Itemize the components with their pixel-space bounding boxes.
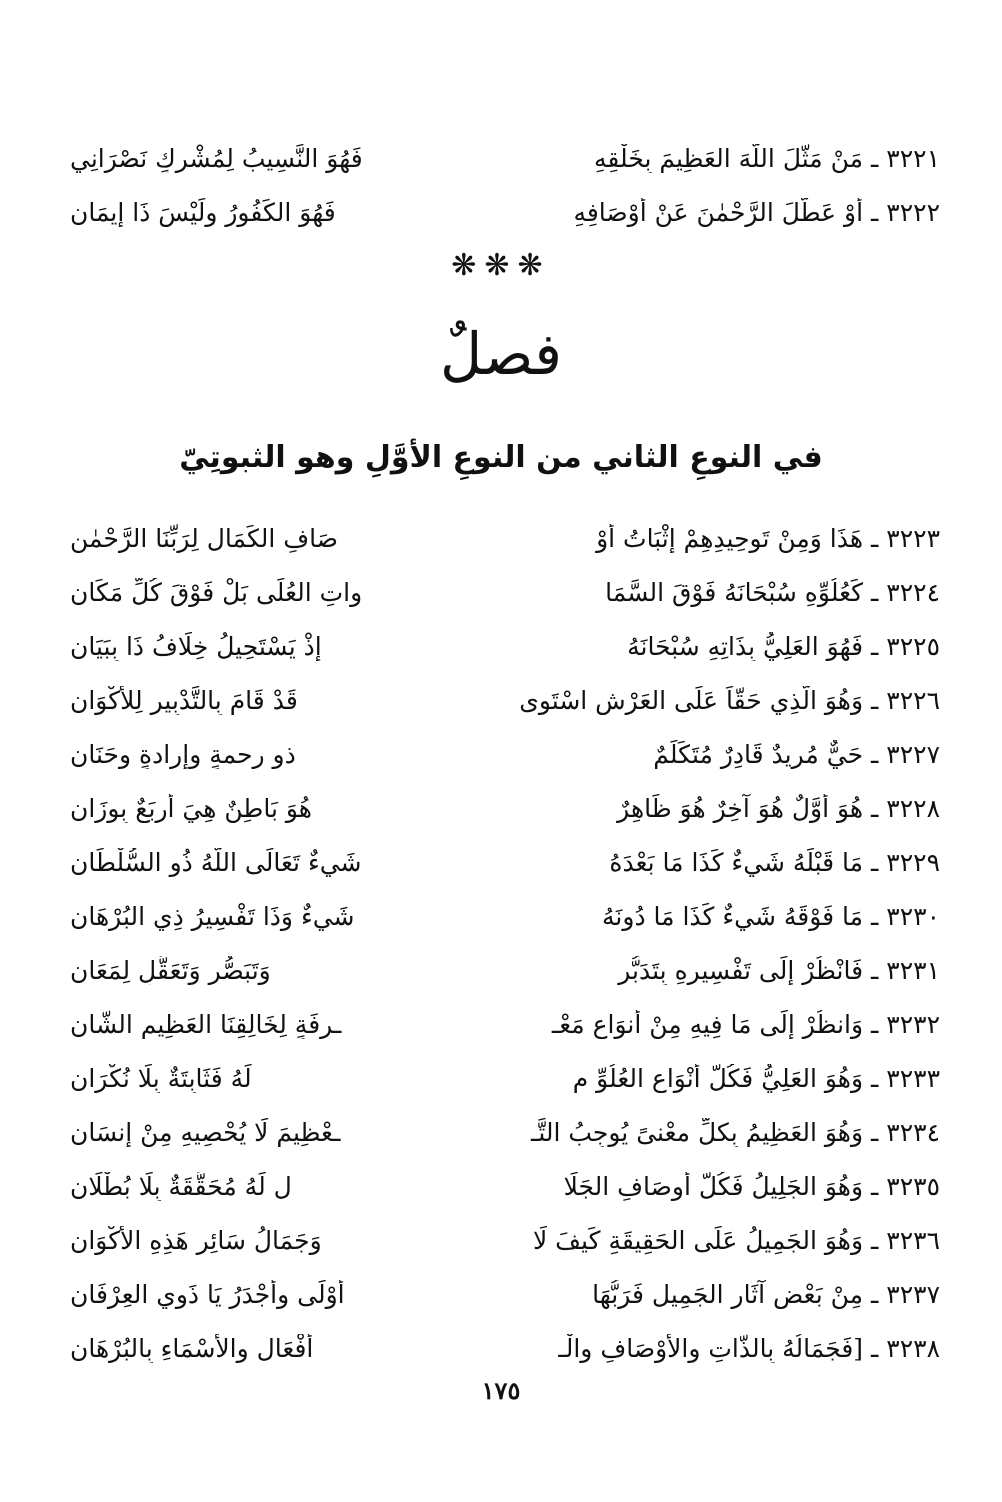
verse-3235 xyxy=(70,1166,940,1206)
verse-second-hemistich: وَجَمَالُ سَائِرِ هَذِهِ الأَكْوَانِ xyxy=(70,1225,322,1255)
verse-first-hemistich: ٣٢٣٠ ـ مَا فَوْقَهُ شَيءٌ كَذَا مَا دُونَهُ xyxy=(602,901,940,931)
verse-3234 xyxy=(70,1112,940,1152)
verse-3225 xyxy=(70,626,940,666)
verse-3227 xyxy=(70,734,940,774)
verse-first-hemistich: ٣٢٣٤ ـ وَهُوَ العَظِيمُ بِكلِّ معْنىً يُوجِبُ التَّـ xyxy=(531,1117,940,1147)
verse-second-hemistich: ـعْظِيمَ لَا يُحْصِيهِ مِنْ إِنسَانِ xyxy=(70,1117,341,1147)
verse-second-hemistich: ـرِفَةٍ لِخَالِقِنَا العَظِيمِ الشَّانِ xyxy=(70,1009,342,1039)
verse-second-hemistich: وَتَبَصُّرٍ وَتَعَقُّلٍ لِمَعَانِ xyxy=(70,955,271,985)
verse-3228 xyxy=(70,788,940,828)
verse-first-hemistich: ٣٢٢٩ ـ مَا قَبْلَهُ شَيءٌ كَذَا مَا بَعْدَهُ xyxy=(609,847,940,877)
verse-3226 xyxy=(70,680,940,720)
verse-3222 xyxy=(70,192,940,232)
verse-second-hemistich: إِذْ يَسْتَحِيلُ خِلَافُ ذَا بِبَيَانِ xyxy=(70,631,322,661)
verse-first-hemistich: ٣٢٢١ ـ مَنْ مَثَّلَ اللَّهَ العَظِيمَ بِخَلْقِهِ xyxy=(594,143,940,173)
verse-first-hemistich: ٣٢٢٣ ـ هَذَا وَمِنْ تَوحِيدِهِمْ إِثْبَاتُ أَوْ xyxy=(596,523,940,553)
verse-first-hemistich: ٣٢٣٢ ـ وَانظُرْ إِلَى مَا فِيهِ مِنْ أَنوَاعِ مَعْـ xyxy=(551,1009,940,1039)
verse-first-hemistich: ٣٢٣١ ـ فَانْظُرْ إِلَى تَفْسِيرِهِ بِتَدَبُّرٍ xyxy=(618,955,940,985)
verse-first-hemistich: ٣٢٢٤ ـ كَعُلُوِّهِ سُبْحَانَهُ فَوْقَ السَّمَا xyxy=(605,577,940,607)
verse-second-hemistich: لَهُ فَثَابِتَةٌ بِلَا نُكْرَانِ xyxy=(70,1063,252,1093)
verse-first-hemistich: ٣٢٣٨ ـ [فَجَمَالُهُ بِالذَّاتِ والأَوْصَافِ والْـ xyxy=(558,1333,940,1363)
section-heading: فصلٌ xyxy=(440,320,562,388)
verse-second-hemistich: فَهُوَ النَّسِيبُ لِمُشْرِكٍ نَصْرَانِي xyxy=(70,143,363,173)
verse-first-hemistich: ٣٢٣٣ ـ وَهُوَ العَلِيُّ فَكُلُّ أَنْوَاعِ العُلُوِّ م xyxy=(572,1063,940,1093)
verse-first-hemistich: ٣٢٣٥ ـ وَهُوَ الجَلِيلُ فَكُلُّ أَوصَافِ الجَلَا xyxy=(563,1171,940,1201)
verse-second-hemistich: فَهُوَ الكَفُورُ ولَيْسَ ذَا إِيمَانِ xyxy=(70,197,336,227)
verse-3231 xyxy=(70,950,940,990)
verse-3229 xyxy=(70,842,940,882)
verse-3236 xyxy=(70,1220,940,1260)
verse-second-hemistich: شَيءٌ تَعَالَى اللَّهُ ذُو السُّلْطَانِ xyxy=(70,847,362,877)
verse-first-hemistich: ٣٢٢٨ ـ هُوَ أَوَّلٌ هُوَ آخِرٌ هُوَ ظَاهِرٌ xyxy=(617,793,940,823)
verse-first-hemistich: ٣٢٢٧ ـ حَيٌّ مُرِيدٌ قَادِرٌ مُتَكَلِّمٌ xyxy=(653,739,940,769)
verse-second-hemistich: ذو رحمةٍ وإرادةٍ وحَنَانِ xyxy=(70,739,296,769)
verse-first-hemistich: ٣٢٢٥ ـ فَهُوَ العَلِيُّ بِذَاتِهِ سُبْحَانَهُ xyxy=(627,631,940,661)
verse-first-hemistich: ٣٢٢٢ ـ أَوْ عَطَّلَ الرَّحْمٰنَ عَنْ أَوْصَافِهِ xyxy=(573,197,940,227)
page-number: ١٧٥ xyxy=(481,1376,521,1405)
verse-second-hemistich: أَفْعَالِ والأَسْمَاءِ بِالبُرْهَانِ xyxy=(70,1333,314,1363)
verse-second-hemistich: صَافِ الكَمَالِ لِرَبِّنَا الرَّحْمٰنِ xyxy=(70,523,339,553)
verse-3232 xyxy=(70,1004,940,1044)
verse-second-hemistich: لِ لَهُ مُحَقَّقَةٌ بِلَا بُطْلَانِ xyxy=(70,1171,292,1201)
section-separator-stars: ❋❋❋ xyxy=(451,248,551,283)
verse-3223 xyxy=(70,518,940,558)
verse-3238 xyxy=(70,1328,940,1368)
verse-3230 xyxy=(70,896,940,936)
verse-second-hemistich: قَدْ قَامَ بِالتَّدْبِيرِ لِلأَكْوَانِ xyxy=(70,685,298,715)
verse-3233 xyxy=(70,1058,940,1098)
verse-first-hemistich: ٣٢٢٦ ـ وَهُوَ الَّذِي حَقّاً عَلَى العَرْشِ اسْتَوى xyxy=(519,685,940,715)
verse-3224 xyxy=(70,572,940,612)
verse-first-hemistich: ٣٢٣٦ ـ وَهُوَ الجَمِيلُ عَلَى الحَقِيقَةِ كَيفَ لَا xyxy=(532,1225,940,1255)
verse-second-hemistich: واتِ العُلَى بَلْ فَوْقَ كُلِّ مَكَانِ xyxy=(70,577,363,607)
verse-3221 xyxy=(70,138,940,178)
verse-second-hemistich: شَيءٌ وَذَا تَفْسِيرُ ذِي البُرْهَانِ xyxy=(70,901,355,931)
verse-second-hemistich: هُوَ بَاطِنٌ هِيَ أربَعٌ بِوِزَانِ xyxy=(70,793,312,823)
verse-3237 xyxy=(70,1274,940,1314)
section-subtitle: في النوعِ الثاني من النوعِ الأوَّلِ وهو الثبوتِيّ xyxy=(179,440,823,475)
verse-second-hemistich: أَوْلَى وأَجْدَرُ يَا ذَوِي العِرْفَانِ xyxy=(70,1279,345,1309)
verse-first-hemistich: ٣٢٣٧ ـ مِنْ بَعْضِ آثَارِ الجَمِيلِ فَرَبُّهَا xyxy=(592,1279,940,1309)
